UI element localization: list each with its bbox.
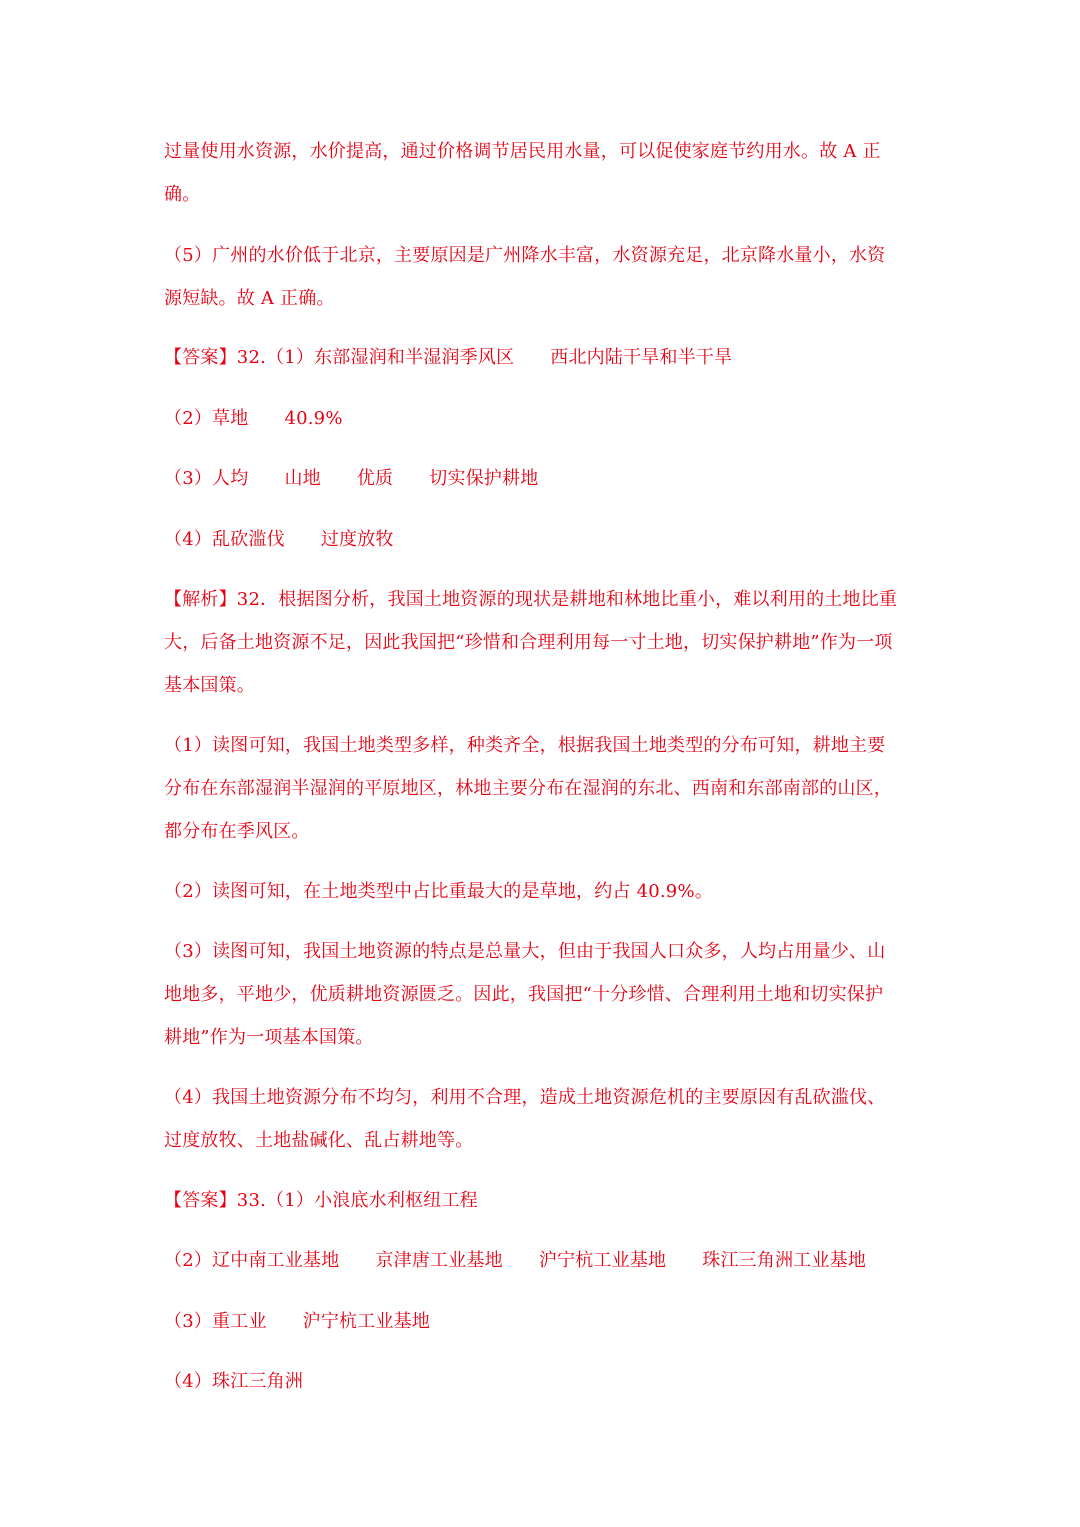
answer-text: 【答案】33.（1）小浪底水利枢纽工程 bbox=[164, 1190, 478, 1211]
analysis-32-item1 bbox=[164, 724, 916, 853]
answer-text: 过度放牧 bbox=[320, 529, 394, 550]
answer-text: （4）乱砍滥伐 bbox=[164, 529, 285, 550]
text-line: 确。 bbox=[164, 184, 201, 205]
answer-33-part1 bbox=[164, 1179, 916, 1222]
text-line: （5）广州的水价低于北京，主要原因是广州降水丰富，水资源充足，北京降水量小，水资 bbox=[164, 245, 886, 266]
analysis-32-item3 bbox=[164, 930, 916, 1059]
text-line: 地地多，平地少，优质耕地资源匮乏。因此，我国把“十分珍惜、合理利用土地和切实保护 bbox=[164, 984, 884, 1005]
text-line: （1）读图可知，我国土地类型多样，种类齐全，根据我国土地类型的分布可知，耕地主要 bbox=[164, 735, 886, 756]
answer-32-part1 bbox=[164, 336, 916, 379]
answer-text: 切实保护耕地 bbox=[429, 468, 539, 489]
answer-32-part3 bbox=[164, 457, 916, 500]
text-line: 过量使用水资源，水价提高，通过价格调节居民用水量，可以促使家庭节约用水。故 A 正 bbox=[164, 141, 881, 162]
answer-text: （3）人均 bbox=[164, 468, 249, 489]
text-line: （4）我国土地资源分布不均匀，利用不合理，造成土地资源危机的主要原因有乱砍滥伐、 bbox=[164, 1087, 886, 1108]
text-line: 都分布在季风区。 bbox=[164, 821, 310, 842]
text-line: 过度放牧、土地盐碱化、乱占耕地等。 bbox=[164, 1130, 474, 1151]
text-line: 分布在东部湿润半湿润的平原地区，林地主要分布在湿润的东北、西南和东部南部的山区， bbox=[164, 778, 892, 799]
answer-text: 京津唐工业基地 bbox=[375, 1250, 503, 1271]
answer-text: 优质 bbox=[356, 468, 394, 489]
analysis-32-item2 bbox=[164, 870, 916, 913]
answer-text: 西北内陆干旱和半干旱 bbox=[550, 347, 733, 368]
answer-text: （2）辽中南工业基地 bbox=[164, 1250, 340, 1271]
text-line: 【解析】32．根据图分析，我国土地资源的现状是耕地和林地比重小，难以利用的土地比重 bbox=[164, 589, 898, 610]
answer-text: 山地 bbox=[284, 468, 321, 489]
text-line: 大，后备土地资源不足，因此我国把“珍惜和合理利用每一寸土地，切实保护耕地”作为一项 bbox=[164, 632, 893, 653]
text-line: （3）读图可知，我国土地资源的特点是总量大，但由于我国人口众多，人均占用量少、山 bbox=[164, 941, 886, 962]
text-line: （2）读图可知，在土地类型中占比重最大的是草地，约占 40.9%。 bbox=[164, 881, 713, 902]
text-line: 耕地”作为一项基本国策。 bbox=[164, 1027, 374, 1048]
paragraph-water-price-continuation bbox=[164, 130, 916, 216]
answer-text: （3）重工业 bbox=[164, 1311, 267, 1332]
answer-text: （4）珠江三角洲 bbox=[164, 1371, 304, 1392]
answer-text: 沪宁杭工业基地 bbox=[302, 1311, 431, 1332]
answer-text: 珠江三角洲工业基地 bbox=[702, 1250, 867, 1271]
analysis-32-intro bbox=[164, 578, 916, 707]
answer-text: （2）草地 bbox=[164, 408, 249, 429]
answer-text: 沪宁杭工业基地 bbox=[538, 1250, 667, 1271]
answer-33-part2 bbox=[164, 1239, 916, 1282]
answer-text: 40.9% bbox=[284, 408, 343, 429]
text-line: 基本国策。 bbox=[164, 675, 255, 696]
answer-32-part4 bbox=[164, 518, 916, 561]
answer-32-part2 bbox=[164, 397, 916, 440]
answer-33-part4 bbox=[164, 1360, 916, 1403]
answer-33-part3 bbox=[164, 1300, 916, 1343]
answer-text: 【答案】32.（1）东部湿润和半湿润季风区 bbox=[164, 347, 515, 368]
paragraph-q5-explanation bbox=[164, 234, 916, 320]
text-line: 源短缺。故 A 正确。 bbox=[164, 288, 335, 309]
analysis-32-item4 bbox=[164, 1076, 916, 1162]
